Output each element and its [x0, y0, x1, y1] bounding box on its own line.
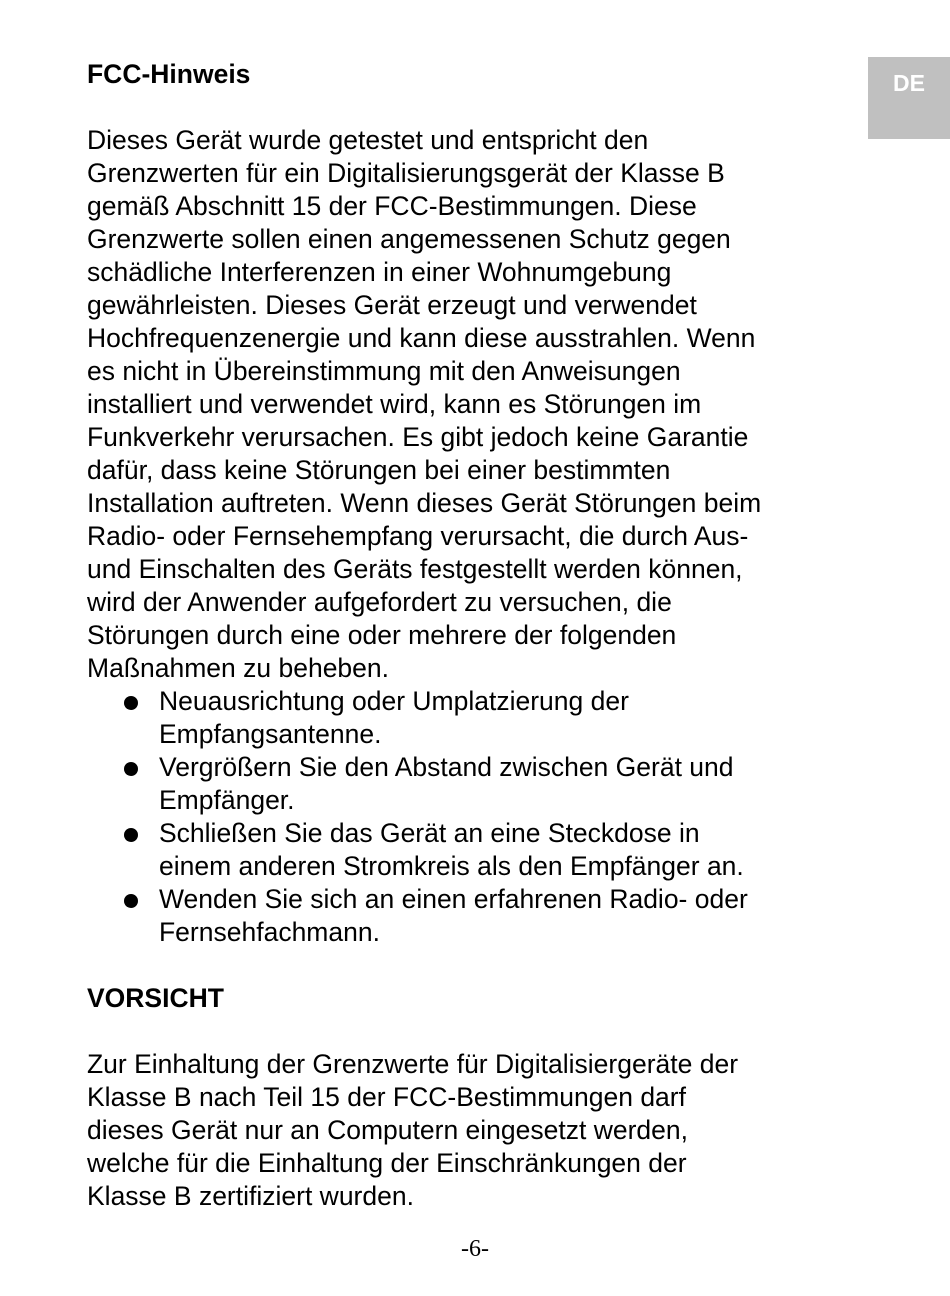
fcc-body-paragraph	[87, 124, 877, 685]
list-item	[87, 883, 877, 949]
text-line: Installation auftreten. Wenn dieses Gerät Störungen beim	[87, 488, 762, 518]
text-line: Fernsehfachmann.	[159, 917, 380, 947]
text-line: Dieses Gerät wurde getestet und entspricht den	[87, 125, 649, 155]
bullet-icon	[124, 894, 138, 908]
text-line: Radio- oder Fernsehempfang verursacht, die durch Aus-	[87, 521, 749, 551]
text-line: schädliche Interferenzen in einer Wohnumgebung	[87, 257, 672, 287]
page-content	[87, 58, 877, 1213]
text-line: Grenzwerte sollen einen angemessenen Schutz gegen	[87, 224, 731, 254]
fcc-heading: FCC-Hinweis	[87, 59, 251, 89]
list-item	[87, 751, 877, 817]
measures-list	[87, 685, 877, 949]
caution-body-paragraph	[87, 1048, 877, 1213]
text-line: Vergrößern Sie den Abstand zwischen Gerät und	[159, 752, 734, 782]
text-line: Schließen Sie das Gerät an eine Steckdose in	[159, 818, 700, 848]
language-tab: DE	[868, 57, 950, 139]
text-line: einem anderen Stromkreis als den Empfänger an.	[159, 851, 744, 881]
text-line: Zur Einhaltung der Grenzwerte für Digitalisiergeräte der	[87, 1049, 739, 1079]
spacer	[87, 91, 877, 124]
text-line: Maßnahmen zu beheben.	[87, 653, 390, 683]
text-line: Empfänger.	[159, 785, 295, 815]
text-line: Hochfrequenzenergie und kann diese ausstrahlen. Wenn	[87, 323, 756, 353]
text-line: installiert und verwendet wird, kann es Störungen im	[87, 389, 702, 419]
text-line: dafür, dass keine Störungen bei einer bestimmten	[87, 455, 671, 485]
text-line: gemäß Abschnitt 15 der FCC-Bestimmungen. Diese	[87, 191, 697, 221]
page-number: -6-	[461, 1236, 489, 1262]
list-item	[87, 685, 877, 751]
text-line: Empfangsantenne.	[159, 719, 382, 749]
text-line: Funkverkehr verursachen. Es gibt jedoch keine Garantie	[87, 422, 749, 452]
bullet-icon	[124, 696, 138, 710]
text-line: Wenden Sie sich an einen erfahrenen Radio- oder	[159, 884, 748, 914]
text-line: Neuausrichtung oder Umplatzierung der	[159, 686, 629, 716]
spacer	[87, 949, 877, 982]
text-line: gewährleisten. Dieses Gerät erzeugt und verwendet	[87, 290, 697, 320]
spacer	[87, 1015, 877, 1048]
text-line: Störungen durch eine oder mehrere der folgenden	[87, 620, 677, 650]
text-line: wird der Anwender aufgefordert zu versuchen, die	[87, 587, 672, 617]
text-line: es nicht in Übereinstimmung mit den Anweisungen	[87, 356, 681, 386]
text-line: dieses Gerät nur an Computern eingesetzt werden,	[87, 1115, 688, 1145]
text-line: Klasse B zertifiziert wurden.	[87, 1181, 414, 1211]
list-item	[87, 817, 877, 883]
bullet-icon	[124, 762, 138, 776]
text-line: und Einschalten des Geräts festgestellt werden können,	[87, 554, 743, 584]
bullet-icon	[124, 828, 138, 842]
text-line: Grenzwerten für ein Digitalisierungsgerät der Klasse B	[87, 158, 725, 188]
text-line: Klasse B nach Teil 15 der FCC-Bestimmungen darf	[87, 1082, 686, 1112]
caution-heading: VORSICHT	[87, 983, 224, 1013]
text-line: welche für die Einhaltung der Einschränkungen der	[87, 1148, 687, 1178]
